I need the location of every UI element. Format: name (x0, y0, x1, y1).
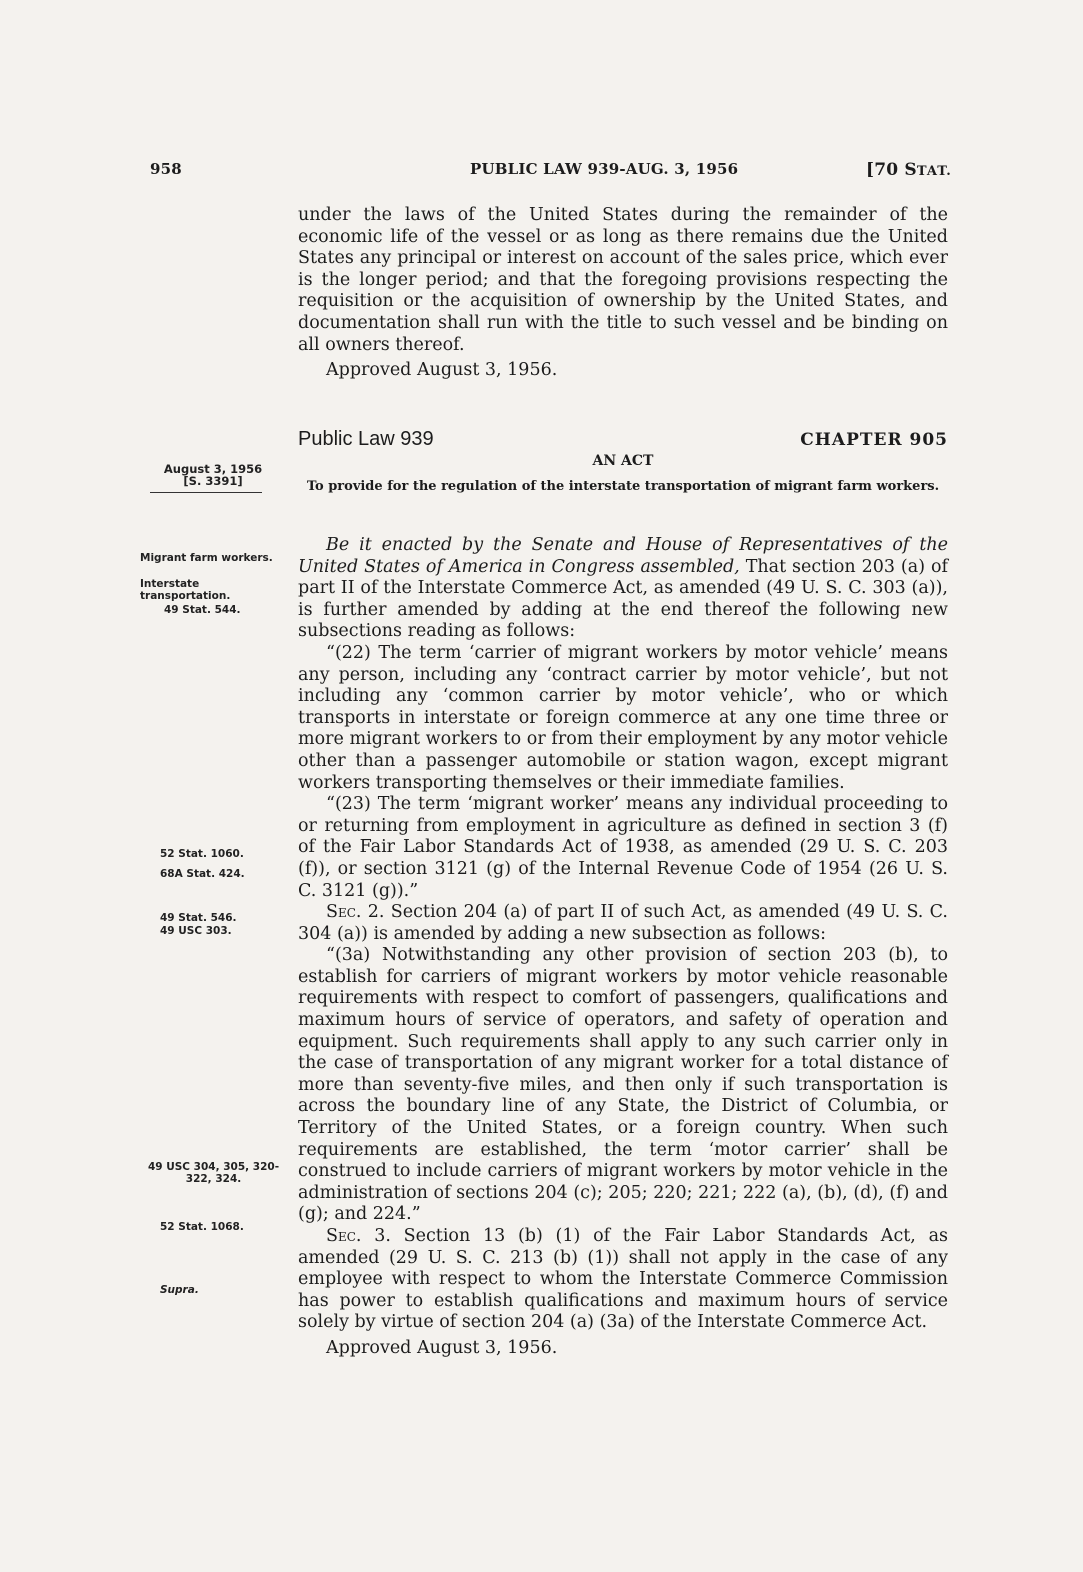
section-3 (298, 1226, 948, 1334)
margin-note-52-stat-1060: 52 Stat. 1060. (160, 848, 244, 860)
margin-note-interstate: Interstate transportation. (140, 578, 231, 602)
section-2-text: Section 204 (a) of part II of such Act, as amended (49 U. S. C. 304 (a)) is amended by adding a new subsection as follows: (298, 902, 948, 944)
law-heading (298, 428, 948, 452)
section-2-label: Sec. 2. (326, 902, 385, 923)
enacting-formula: Be it enacted by the Senate and House of Representatives of the United States of America in Congress assembled, (298, 535, 948, 577)
subsection-22: “(22) The term ‘carrier of migrant workers by motor vehicle’ means any person, including any ‘contract carrier by motor vehicle’, but not including any ‘common carrier by motor vehicle’, who or which transports in interstate or foreign commerce at any one time three or more migrant workers to or from their employment by any motor vehicle other than a passenger automobile or station wagon, except migrant workers transporting themselves or their immediate families. (298, 642, 948, 793)
continuation-block (298, 205, 948, 382)
approved-line-1: Approved August 3, 1956. (326, 360, 558, 381)
margin-note-supra: Supra. (160, 1284, 199, 1296)
subsection-3a: “(3a) Notwithstanding any other provision of section 203 (b), to establish for carriers of migrant workers by motor vehicle reasonable requirements with respect to comfort of passengers, qualifications and maximum hours of service of operators, and safety of operation and equipment. Such requirements shall apply to any such carrier only in the case of transportation of any migrant worker for a total distance of more than seventy-five miles, and then only if such transportation is across the boundary line of any State, the District of Columbia, or Territory of the United States, or a foreign country. When such requirements are established, the term ‘motor carrier’ shall be construed to include carriers of migrant workers by motor vehicle in the administration of sections 204 (c); 205; 220; 221; 222 (a), (b), (d), (f) and (g); and 224.” (298, 945, 948, 1225)
chapter-number: CHAPTER 905 (800, 430, 948, 450)
margin-note-68a-stat-424: 68A Stat. 424. (160, 868, 245, 880)
volume-suffix: TAT. (916, 164, 952, 179)
margin-date-text: August 3, 1956 (163, 462, 263, 476)
enacting-clause (298, 535, 948, 643)
section-2 (298, 902, 948, 945)
margin-note-49-usc-303: 49 USC 303. (160, 925, 232, 937)
margin-note-49-stat-544: 49 Stat. 544. (164, 604, 241, 616)
margin-note-49-usc-304: 49 USC 304, 305, 320-322, 324. (147, 1161, 280, 1185)
margin-rule (150, 492, 262, 493)
volume-label: [70 S (866, 160, 917, 180)
section-3-text: Section 13 (b) (1) of the Fair Labor Standards Act, as amended (29 U. S. C. 213 (b) (1)) shall not apply in the case of any employee with respect to whom the Interstate Commerce Commission has power to establish qualifications and maximum hours of service solely by virtue of section 204 (a) (3a) of the Interstate Commerce Act. (298, 1226, 948, 1333)
act-body (298, 535, 948, 1360)
act-purpose: To provide for the regulation of the interstate transportation of migrant farm workers. (306, 479, 940, 494)
margin-date (158, 463, 268, 487)
section-3-label: Sec. 3. (326, 1226, 391, 1246)
margin-note-49-stat-546: 49 Stat. 546. (160, 912, 237, 924)
running-title: PUBLIC LAW 939-AUG. 3, 1956 (470, 160, 739, 178)
continuation-paragraph: under the laws of the United States during the remainder of the economic life of the vessel or as long as there remains due the United States any principal or interest on account of the sales price, which ever is the longer period; and that the foregoing provisions respecting the requisition or the acquisition of ownership by the United States, and documentation shall run with the title to such vessel and be binding on all owners thereof. (298, 205, 948, 355)
subsection-23: “(23) The term ‘migrant worker’ means any individual proceeding to or returning from employment in agriculture as defined in section 3 (f) of the Fair Labor Standards Act of 1938, as amended (29 U. S. C. 203 (f)), or section 3121 (g) of the Internal Revenue Code of 1954 (26 U. S. C. 3121 (g)).” (298, 794, 948, 901)
public-law-title: Public Law 939 (298, 428, 434, 450)
volume-citation (866, 160, 952, 180)
margin-note-migrant: Migrant farm workers. (140, 552, 273, 564)
enacting-text: That section 203 (a) of part II of the Interstate Commerce Act, as amended (49 U. S. C. 303 (a)), is further amended by adding at the end thereof the following new subsections reading as follows: (298, 556, 948, 642)
margin-bill-text: [S. 3391] (183, 474, 243, 488)
act-title: AN ACT (592, 453, 654, 469)
approved-line-2: Approved August 3, 1956. (326, 1337, 558, 1358)
margin-note-52-stat-1068: 52 Stat. 1068. (160, 1221, 244, 1233)
page-number: 958 (150, 160, 182, 178)
